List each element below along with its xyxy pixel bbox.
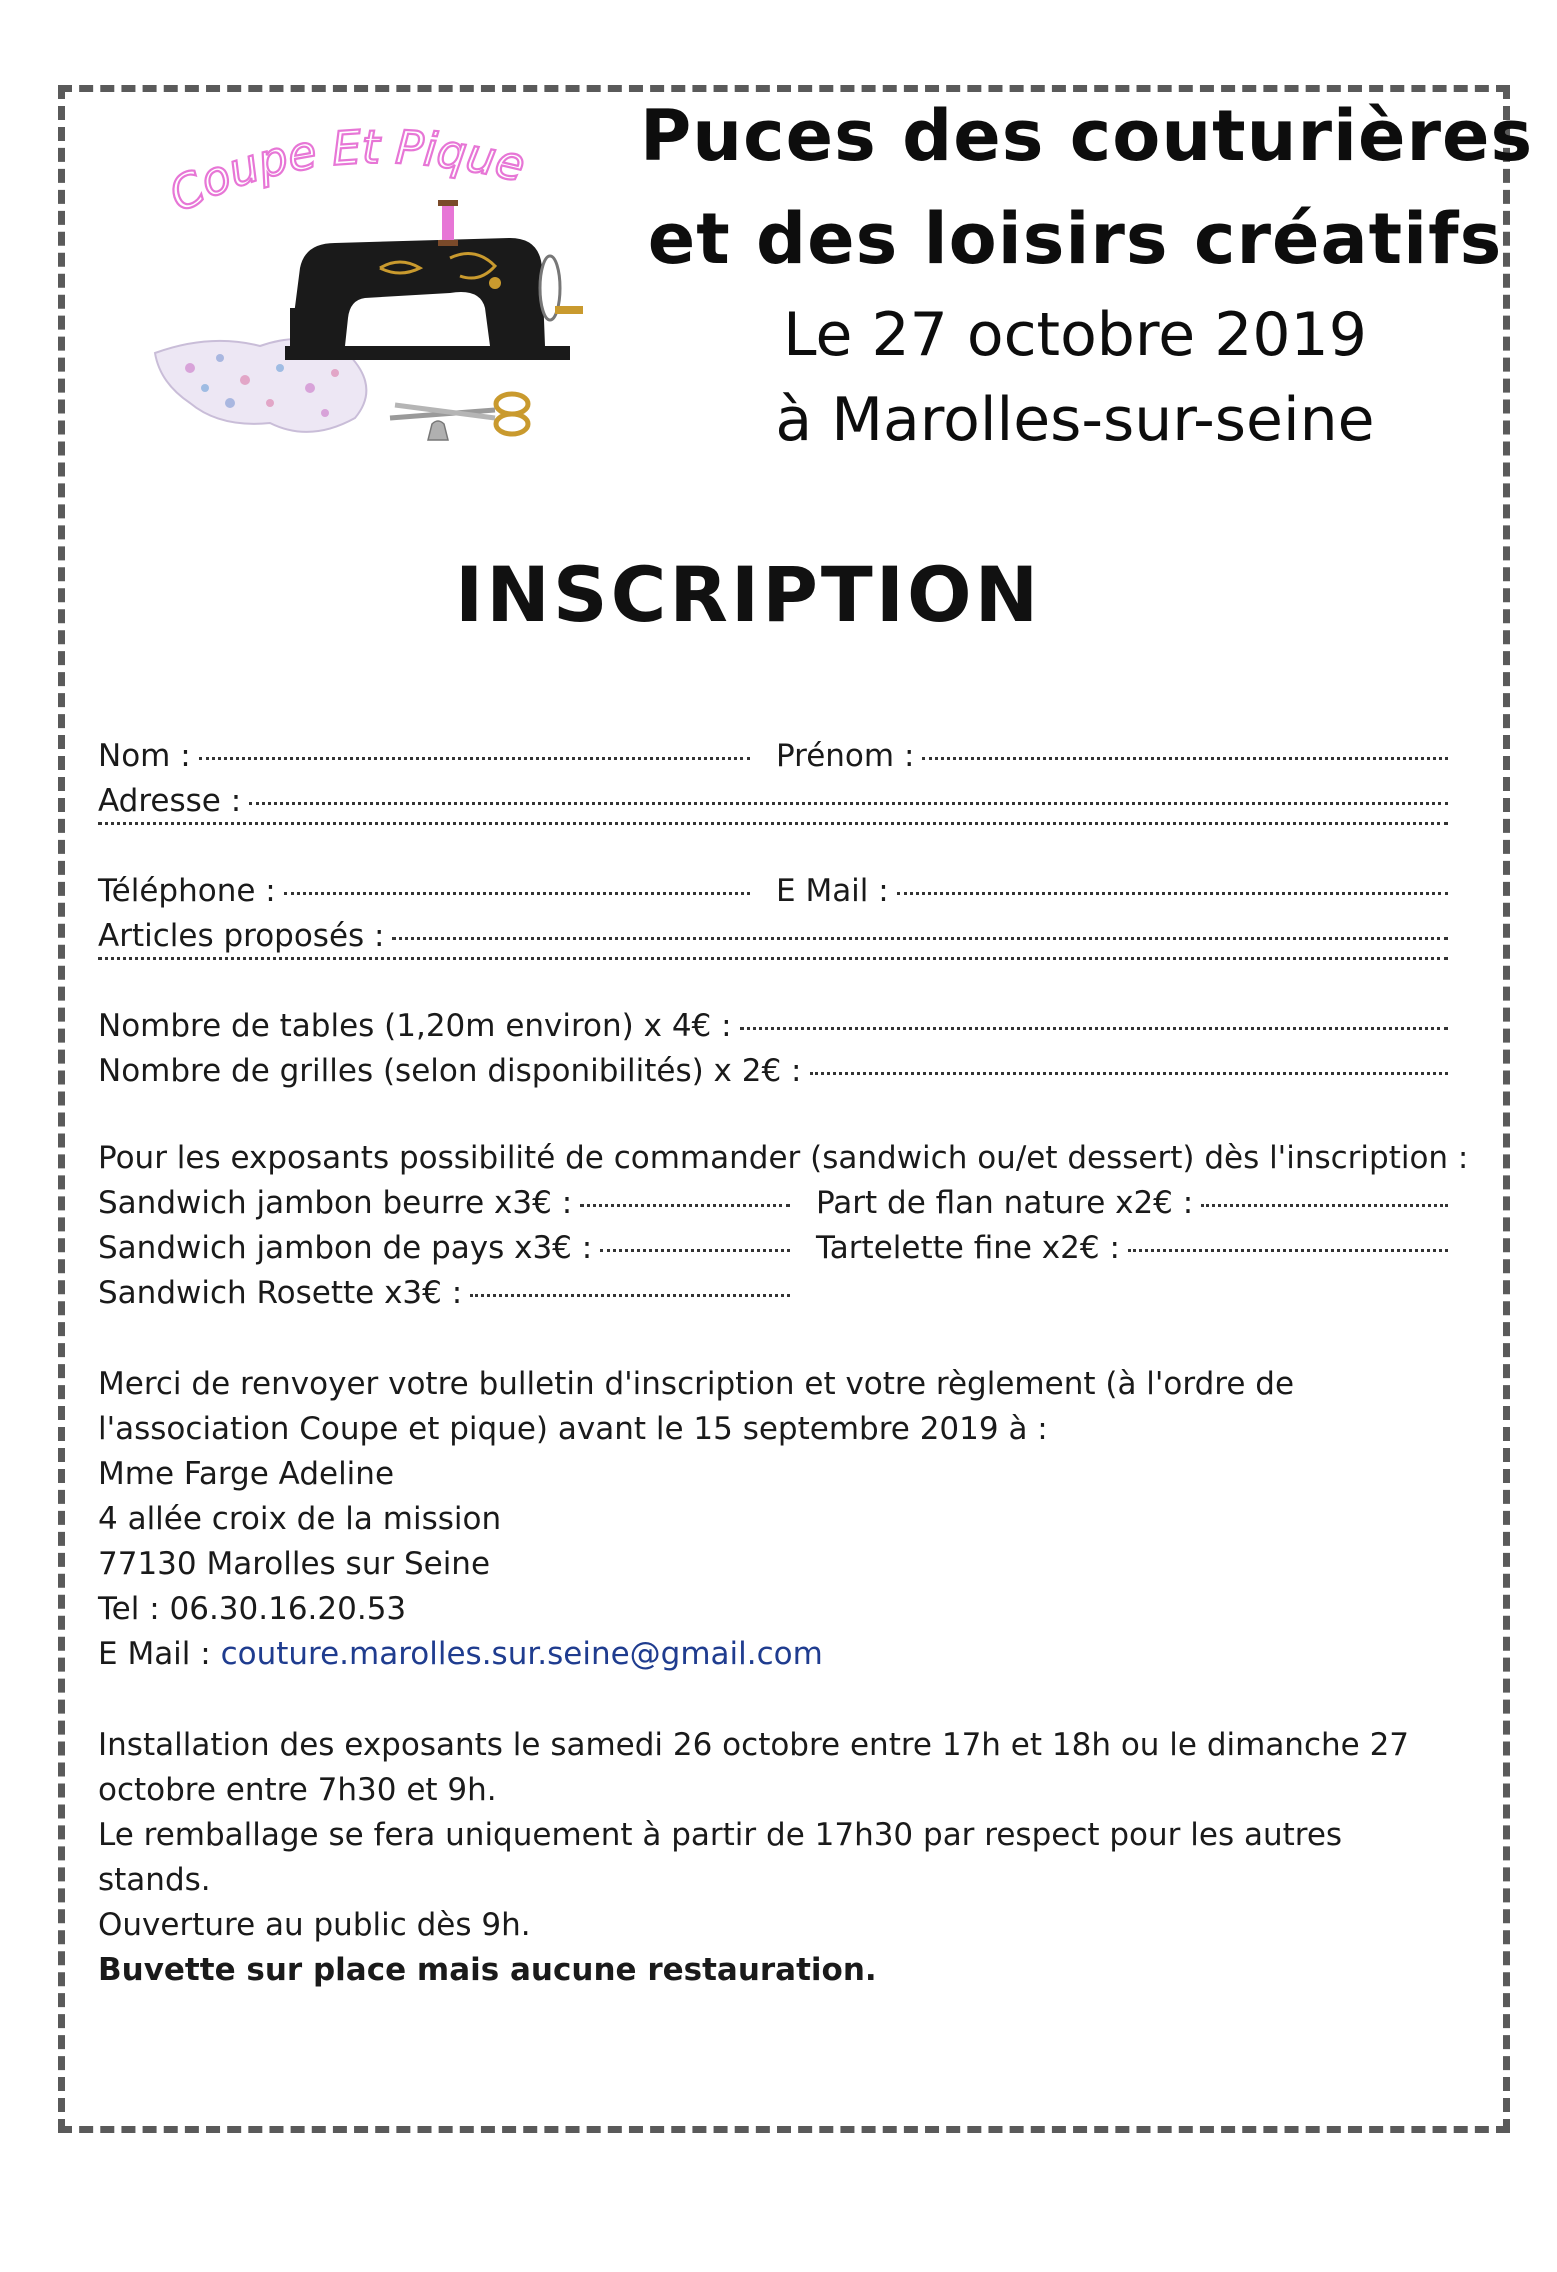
contact-email-link[interactable]: couture.marolles.sur.seine@gmail.com (220, 1636, 823, 1672)
info-line3: Le remballage se fera uniquement à partir de 17h30 par respect pour les autres (98, 1817, 1343, 1853)
event-title-line2: et des loisirs créatifs (647, 198, 1503, 280)
info-line6: Buvette sur place mais aucune restauration. (98, 1952, 877, 1988)
sandwich-pays-field[interactable] (600, 1249, 790, 1252)
logo-graphic (150, 118, 610, 478)
contact-tel: Tel : 06.30.16.20.53 (98, 1591, 407, 1627)
info-line2: octobre entre 7h30 et 9h. (98, 1772, 497, 1808)
sandwich-beurre-field[interactable] (580, 1204, 790, 1207)
sandwich-beurre-label: Sandwich jambon beurre x3€ : (98, 1185, 573, 1221)
tartelette-label: Tartelette fine x2€ : (816, 1230, 1120, 1266)
sewing-machine-icon (285, 200, 583, 360)
contact-line1: Merci de renvoyer votre bulletin d'inscription et votre règlement (à l'ordre de (98, 1366, 1295, 1402)
logo (150, 118, 610, 478)
telephone-label: Téléphone : (98, 873, 276, 909)
info-line1: Installation des exposants le samedi 26 octobre entre 17h et 18h ou le dimanche 27 (98, 1727, 1410, 1763)
scissors-icon (390, 394, 528, 434)
tables-label: Nombre de tables (1,20m environ) x 4€ : (98, 1008, 732, 1044)
event-date: Le 27 octobre 2019 (783, 300, 1367, 370)
form-row-address-2 (98, 828, 1456, 868)
info-line5: Ouverture au public dès 9h. (98, 1907, 531, 1943)
articles-label: Articles proposés : (98, 918, 385, 954)
food-row-2 (98, 1230, 1456, 1270)
adresse-label: Adresse : (98, 783, 242, 819)
grilles-label: Nombre de grilles (selon disponibilités) x 2€ : (98, 1053, 802, 1089)
food-row-3 (98, 1275, 1456, 1315)
sandwich-rosette-label: Sandwich Rosette x3€ : (98, 1275, 463, 1311)
form-row-grilles (98, 1053, 1456, 1093)
articles-field-2[interactable] (98, 957, 1448, 960)
contact-name: Mme Farge Adeline (98, 1456, 395, 1492)
svg-text:Coupe Et Pique (160, 120, 530, 223)
form-row-address (98, 783, 1456, 823)
form-row-name (98, 738, 1456, 778)
contact-email-label: E Mail : (98, 1636, 211, 1672)
prenom-label: Prénom : (776, 738, 915, 774)
contact-street: 4 allée croix de la mission (98, 1501, 502, 1537)
contact-city: 77130 Marolles sur Seine (98, 1546, 491, 1582)
sandwich-pays-label: Sandwich jambon de pays x3€ : (98, 1230, 593, 1266)
tartelette-field[interactable] (1128, 1249, 1448, 1252)
adresse-field[interactable] (249, 802, 1448, 805)
nom-label: Nom : (98, 738, 191, 774)
contact-email-row (98, 1636, 823, 1672)
flan-label: Part de flan nature x2€ : (816, 1185, 1194, 1221)
email-label: E Mail : (776, 873, 889, 909)
form-row-contact (98, 873, 1456, 913)
food-intro: Pour les exposants possibilité de commander (sandwich ou/et dessert) dès l'inscription : (98, 1140, 1469, 1176)
info-line4: stands. (98, 1862, 211, 1898)
event-place: à Marolles-sur-seine (775, 385, 1375, 455)
flan-field[interactable] (1201, 1204, 1448, 1207)
grilles-field[interactable] (810, 1072, 1449, 1075)
page-title: INSCRIPTION (455, 550, 1042, 639)
food-row-1 (98, 1185, 1456, 1225)
form-row-tables (98, 1008, 1456, 1048)
articles-field[interactable] (392, 937, 1448, 940)
tables-field[interactable] (740, 1027, 1448, 1030)
form-row-articles (98, 918, 1456, 958)
event-title-line1: Puces des couturières (640, 95, 1534, 177)
form-row-articles-2 (98, 963, 1456, 1003)
prenom-field[interactable] (922, 757, 1448, 760)
adresse-field-2[interactable] (98, 822, 1448, 825)
sandwich-rosette-field[interactable] (470, 1294, 790, 1297)
thimble-icon (428, 421, 448, 440)
email-field[interactable] (897, 892, 1448, 895)
nom-field[interactable] (199, 757, 750, 760)
contact-line2: l'association Coupe et pique) avant le 15 septembre 2019 à : (98, 1411, 1048, 1447)
logo-brand-text: Coupe Et Pique (160, 119, 531, 223)
telephone-field[interactable] (284, 892, 750, 895)
